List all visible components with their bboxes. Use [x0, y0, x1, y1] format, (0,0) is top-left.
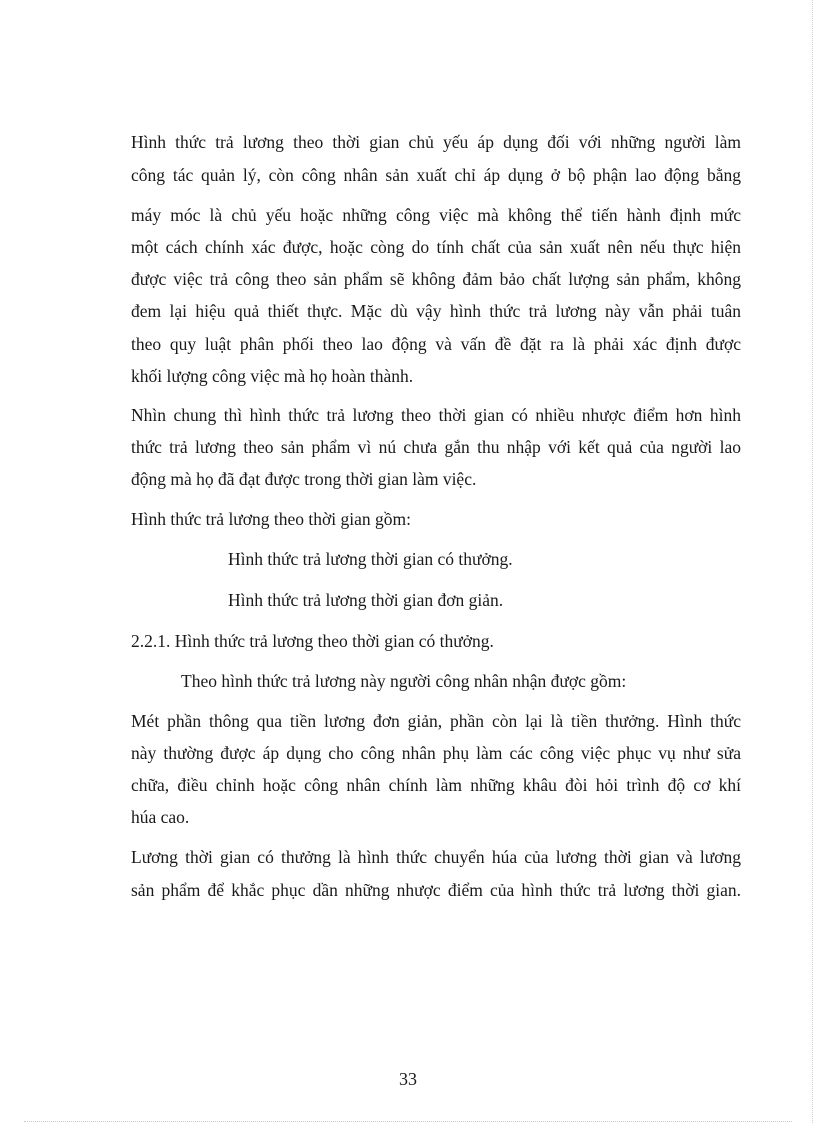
paragraph-1-line-1: Hình thức trả lương theo thời gian chủ yếu áp dụng đối với những người làm	[131, 132, 741, 152]
paragraph-1-line-4: một cách chính xác được, hoặc còng do tính chất của sản xuất nên nếu thực hiện	[131, 237, 741, 257]
paragraph-1-line-2: công tác quản lý, còn công nhân sản xuất chỉ áp dụng ở bộ phận lao động bằng	[131, 165, 741, 185]
paragraph-1-line-3: máy móc là chủ yếu hoặc những công việc mà không thể tiến hành định mức	[131, 205, 741, 225]
paragraph-3-line-2: này thường được áp dụng cho công nhân phụ làm các công việc phục vụ như sửa	[131, 743, 741, 763]
paragraph-2-line-1: Nhìn chung thì hình thức trả lương theo thời gian có nhiều nhược điểm hơn hình	[131, 405, 741, 425]
paragraph-4-line-1: Lương thời gian có thưởng là hình thức chuyển húa của lương thời gian và lương	[131, 847, 741, 867]
paragraph-3-line-1: Mét phần thông qua tiền lương đơn giản, phần còn lại là tiền thưởng. Hình thức	[131, 711, 741, 731]
paragraph-1-line-5: được việc trả công theo sản phẩm sẽ không đảm bảo chất lượng sản phẩm, không	[131, 269, 741, 289]
paragraph-3-line-3: chữa, điều chỉnh hoặc công nhân chính làm những khâu đòi hỏi trình độ cơ khí	[131, 775, 741, 795]
page-number: 33	[399, 1069, 417, 1089]
paragraph-1-line-6: đem lại hiệu quả thiết thực. Mặc dù vậy hình thức trả lương này vẫn phải tuân	[131, 301, 741, 321]
list-item-simple: Hình thức trả lương thời gian đơn giản.	[228, 590, 504, 610]
section-intro: Theo hình thức trả lương này người công nhân nhận được gồm:	[181, 671, 627, 691]
paragraph-1-line-8: khối lượng công việc mà họ hoàn thành.	[131, 366, 414, 386]
paragraph-3-line-4: húa cao.	[131, 807, 190, 827]
page-bottom-border	[24, 1121, 792, 1122]
page-right-border	[812, 0, 813, 1123]
paragraph-2-line-2: thức trả lương theo sản phẩm vì nú chưa gắn thu nhập với kết quả của người lao	[131, 437, 741, 457]
section-heading: 2.2.1. Hình thức trả lương theo thời gian có thưởng.	[131, 631, 494, 651]
list-item-rewarded: Hình thức trả lương thời gian có thưởng.	[228, 549, 513, 569]
paragraph-4-line-2: sản phẩm để khắc phục dần những nhược điểm của hình thức trả lương thời gian.	[131, 880, 741, 900]
list-intro: Hình thức trả lương theo thời gian gồm:	[131, 509, 412, 529]
paragraph-2-line-3: động mà họ đã đạt được trong thời gian làm việc.	[131, 469, 477, 489]
paragraph-1-line-7: theo quy luật phân phối theo lao động và vấn đề đặt ra là phải xác định được	[131, 334, 741, 354]
